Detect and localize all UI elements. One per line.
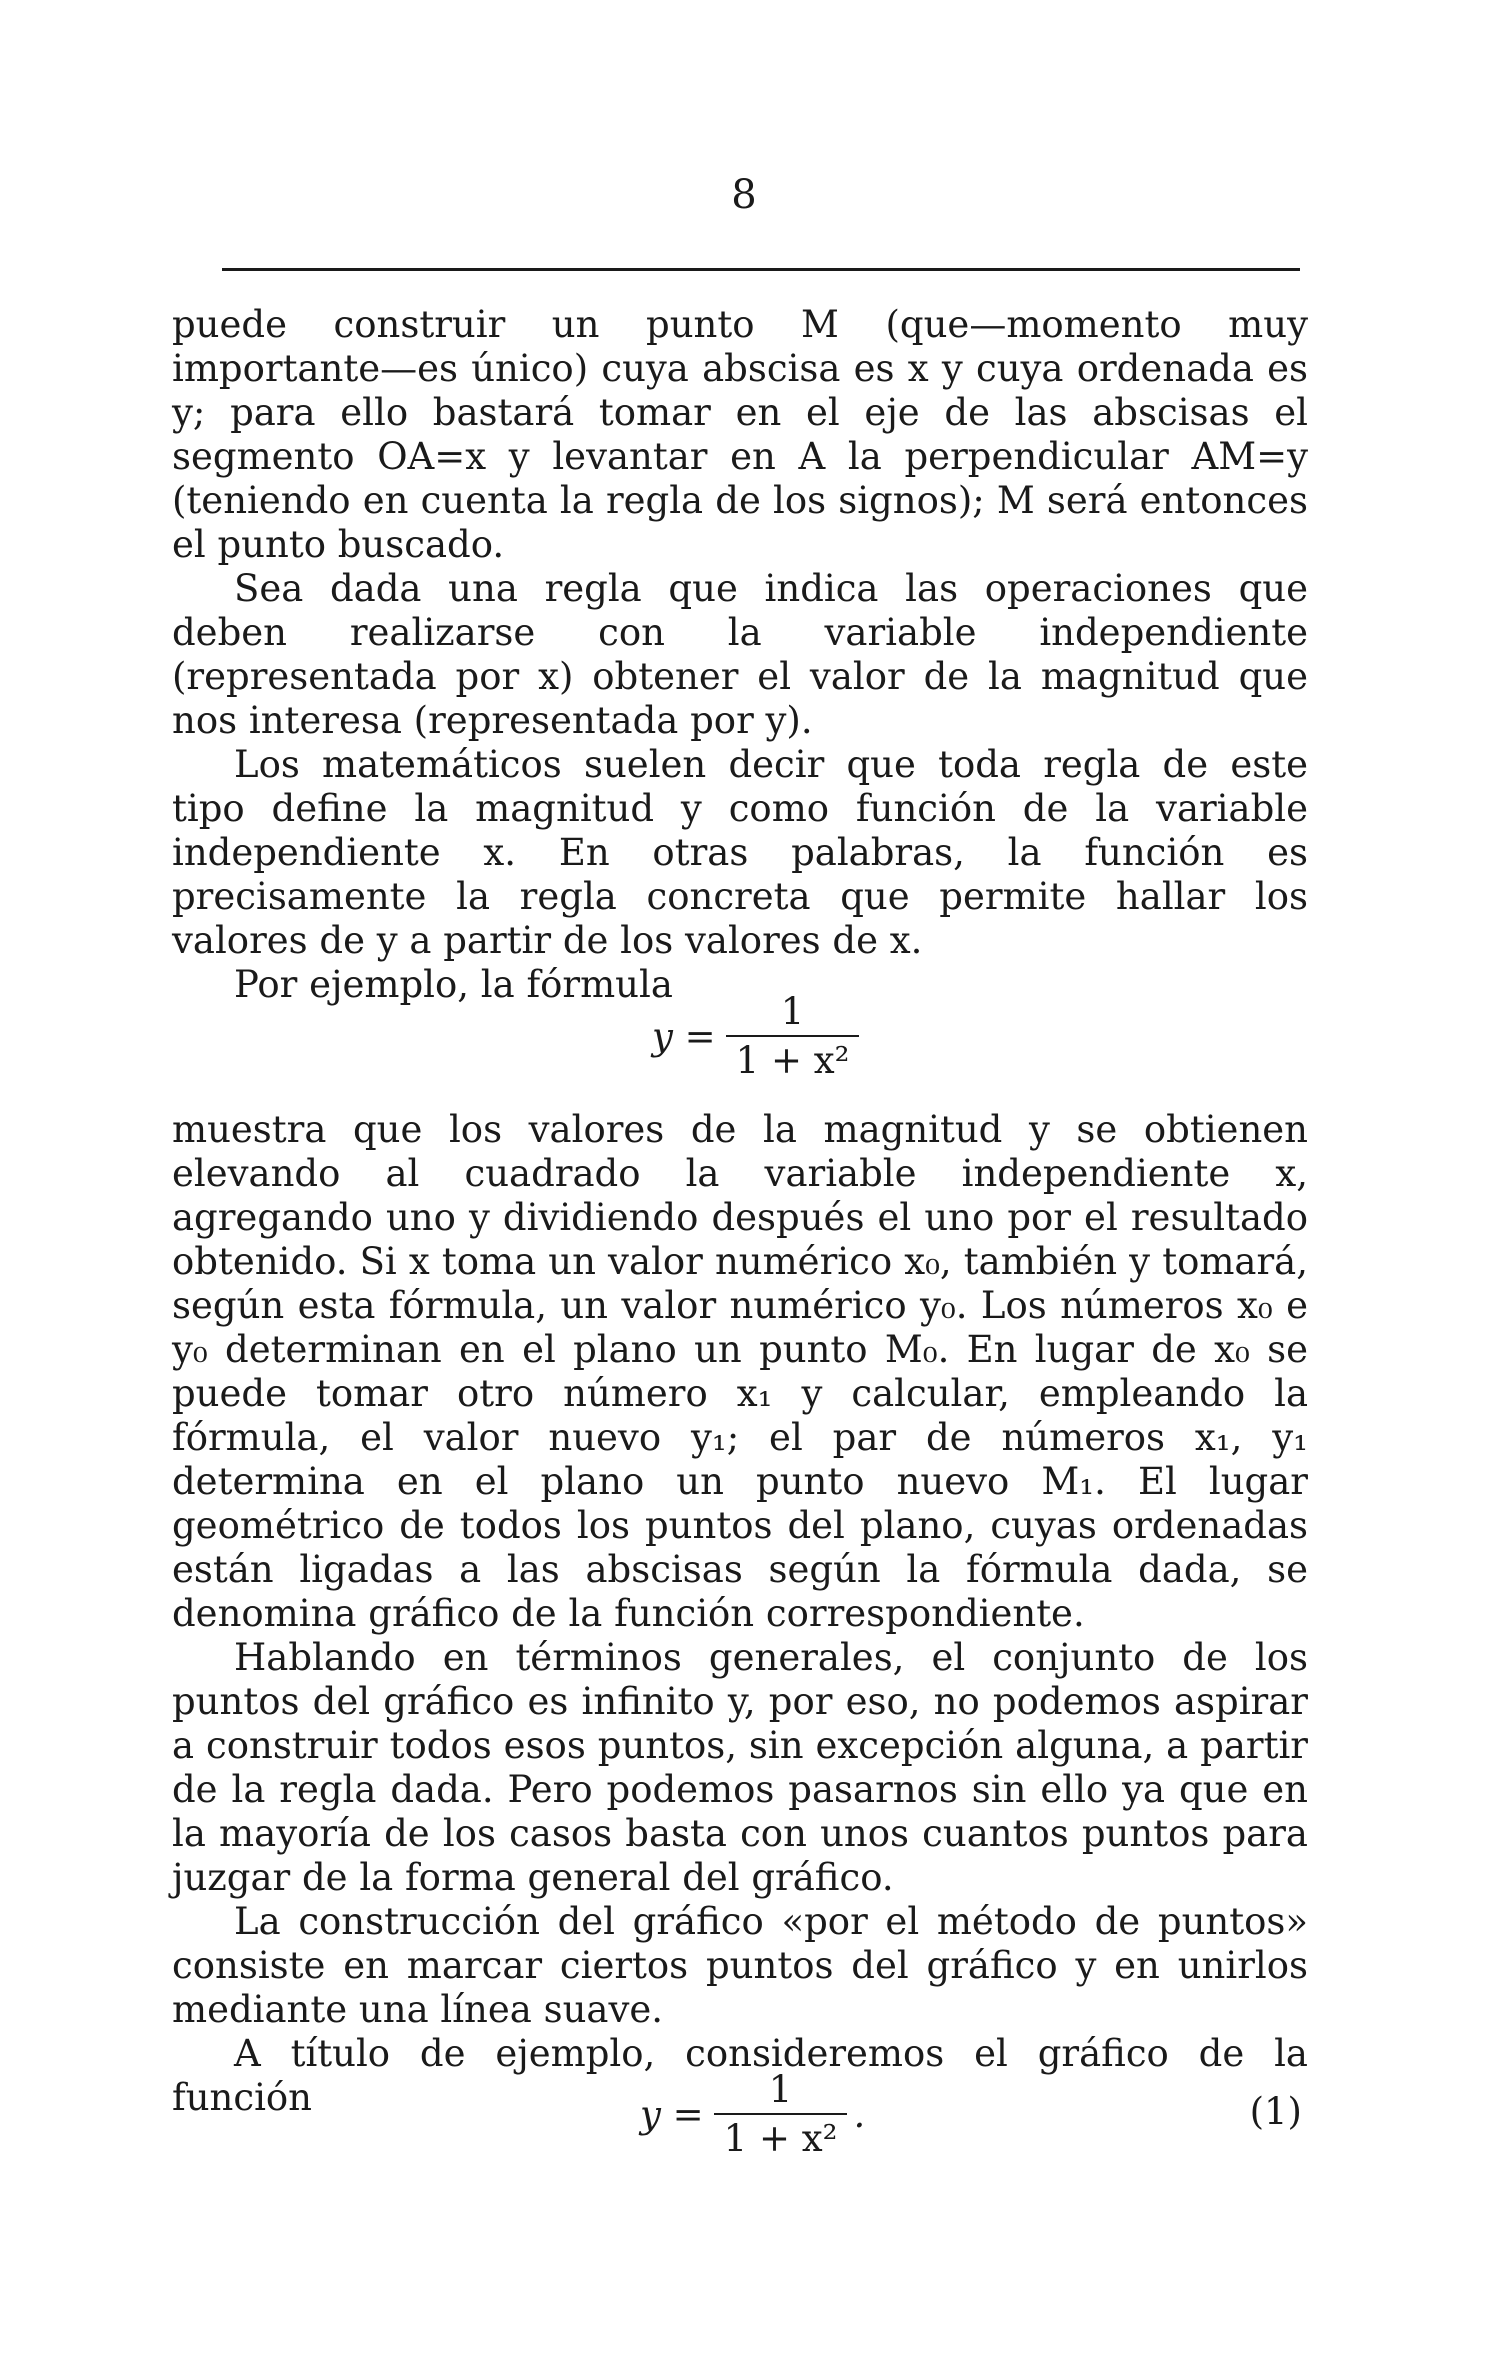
equation-number: (1): [1249, 2090, 1302, 2133]
fraction-numerator: 1: [768, 2068, 793, 2111]
fraction-denominator: 1 + x²: [726, 1035, 860, 1082]
paragraph: Los matemáticos suelen decir que toda regla de este tipo define la magnitud y como función de la variable independiente x. En otras palabras, la función es precisamente la regla concreta que permite hallar los valores de y a partir de los valores de x.: [172, 743, 1308, 962]
formula-lhs: y =: [640, 2092, 704, 2136]
body-text-middle: [172, 1108, 1308, 2120]
body-text-top: [172, 303, 1308, 1007]
paragraph: puede construir un punto M (que—momento muy importante—es único) cuya abscisa es x y cuya ordenada es y; para ello bastará tomar en el eje de las abscisas el segmento OA=x y levantar en A la perpendicular AM=y (teniendo en cuenta la regla de los signos); M será entonces el punto buscado.: [172, 303, 1308, 566]
formula-lhs: y =: [652, 1014, 716, 1058]
paragraph: Por ejemplo, la fórmula: [234, 963, 673, 1006]
paragraph: Sea dada una regla que indica las operaciones que deben realizarse con la variable independiente (representada por x) obtener el valor de la magnitud que nos interesa (representada por y).: [172, 567, 1308, 742]
fraction: [714, 2068, 848, 2160]
paragraph: Hablando en términos generales, el conjunto de los puntos del gráfico es infinito y, por eso, no podemos aspirar a construir todos esos puntos, sin excepción alguna, a partir de la regla dada. Pero podemos pasarnos sin ello ya que en la mayoría de los casos basta con unos cuantos puntos para juzgar de la forma general del gráfico.: [172, 1636, 1308, 1899]
formula-trailing: .: [853, 2092, 866, 2136]
fraction-denominator: 1 + x²: [714, 2113, 848, 2160]
fraction: [726, 990, 860, 1082]
formula-2: [0, 2068, 1488, 2178]
page-number: 8: [731, 172, 757, 218]
paragraph: La construcción del gráfico «por el método de puntos» consiste en marcar ciertos puntos del gráfico y en unirlos mediante una línea suave.: [172, 1900, 1308, 2031]
header-rule: [222, 268, 1300, 271]
formula-1: [0, 990, 1488, 1100]
paragraph: A título de ejemplo, consideremos el gráfico de la función: [172, 2032, 1308, 2119]
paragraph: muestra que los valores de la magnitud y se obtienen elevando al cuadrado la variable independiente x, agregando uno y dividiendo después el uno por el resultado obtenido. Si x toma un valor numérico x₀, también y tomará, según esta fórmula, un valor numérico y₀. Los números x₀ e y₀ determinan en el plano un punto M₀. En lugar de x₀ se puede tomar otro número x₁ y calcular, empleando la fórmula, el valor nuevo y₁; el par de números x₁, y₁ determina en el plano un punto nuevo M₁. El lugar geométrico de todos los puntos del plano, cuyas ordenadas están ligadas a las abscisas según la fórmula dada, se denomina gráfico de la función correspondiente.: [172, 1108, 1308, 1635]
fraction-numerator: 1: [780, 990, 805, 1033]
